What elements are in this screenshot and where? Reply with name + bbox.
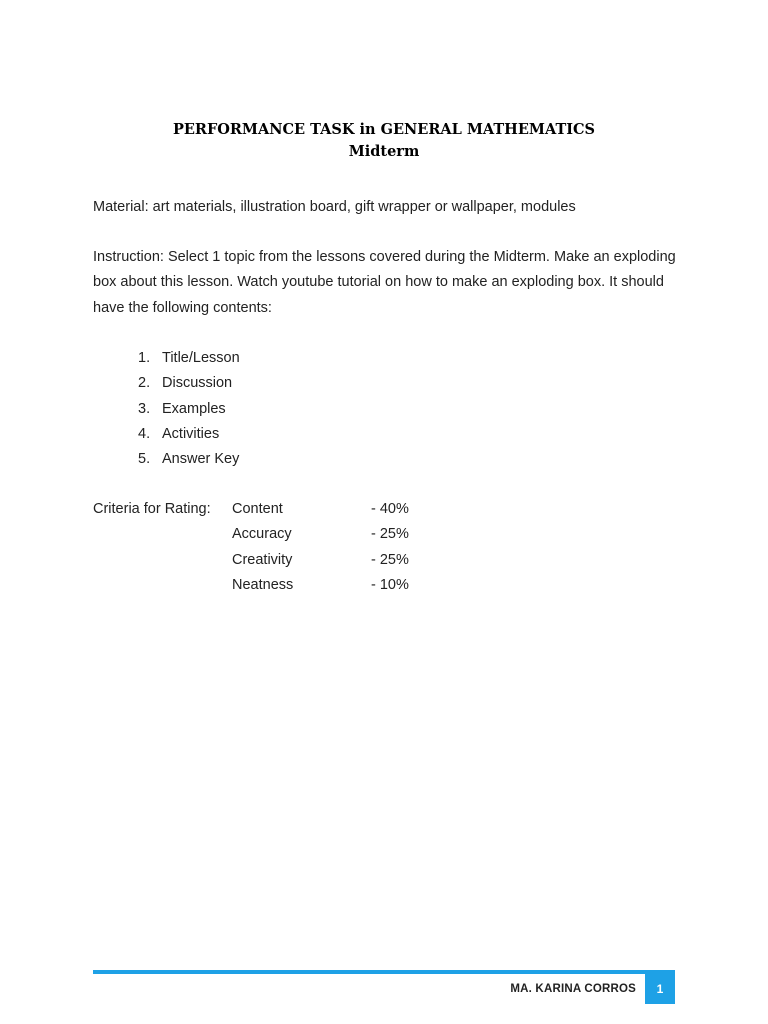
list-item <box>138 397 240 422</box>
criteria-row <box>232 497 409 522</box>
list-item-number: 1. <box>138 350 151 366</box>
list-item <box>138 371 240 396</box>
list-item-number: 2. <box>138 375 151 392</box>
instruction-paragraph: Instruction: Select 1 topic from the lessons covered during the Midterm. Make an exploding box about this lesson. Watch youtube tutorial on how to make an exploding box. It should have the following contents: <box>93 249 676 316</box>
list-item-number: 4. <box>138 425 151 442</box>
material-paragraph: Material: art materials, illustration board, gift wrapper or wallpaper, modules <box>93 199 576 215</box>
list-item-label: Discussion <box>162 375 233 392</box>
list-item-label: Activities <box>162 425 220 442</box>
criteria-percent: - 10% <box>371 576 409 593</box>
list-item-number: 3. <box>138 400 151 417</box>
contents-list <box>138 346 240 472</box>
list-item-label: Answer Key <box>162 451 240 468</box>
criteria-percent: - 40% <box>371 501 409 517</box>
list-item <box>138 422 240 447</box>
criteria-name: Content <box>232 501 283 517</box>
criteria-label: Criteria for Rating: <box>93 501 211 517</box>
criteria-percent: - 25% <box>371 526 409 543</box>
footer-author: MA. KARINA CORROS <box>510 983 636 995</box>
criteria-name: Creativity <box>232 551 293 568</box>
document-subtitle: Midterm <box>348 143 420 160</box>
criteria-name: Neatness <box>232 576 294 593</box>
page-number: 1 <box>656 982 664 996</box>
criteria-row <box>232 573 409 598</box>
page-number-badge <box>645 974 675 1004</box>
criteria-name: Accuracy <box>232 526 292 543</box>
footer-divider <box>93 970 675 974</box>
criteria-percent: - 25% <box>371 551 409 568</box>
criteria-row <box>232 548 409 573</box>
list-item-label: Examples <box>162 400 226 417</box>
document-title: PERFORMANCE TASK in GENERAL MATHEMATICS <box>172 121 596 138</box>
criteria-row <box>232 522 409 547</box>
list-item-number: 5. <box>138 451 151 468</box>
list-item <box>138 346 240 371</box>
list-item-label: Title/Lesson <box>162 350 240 366</box>
list-item <box>138 447 240 472</box>
